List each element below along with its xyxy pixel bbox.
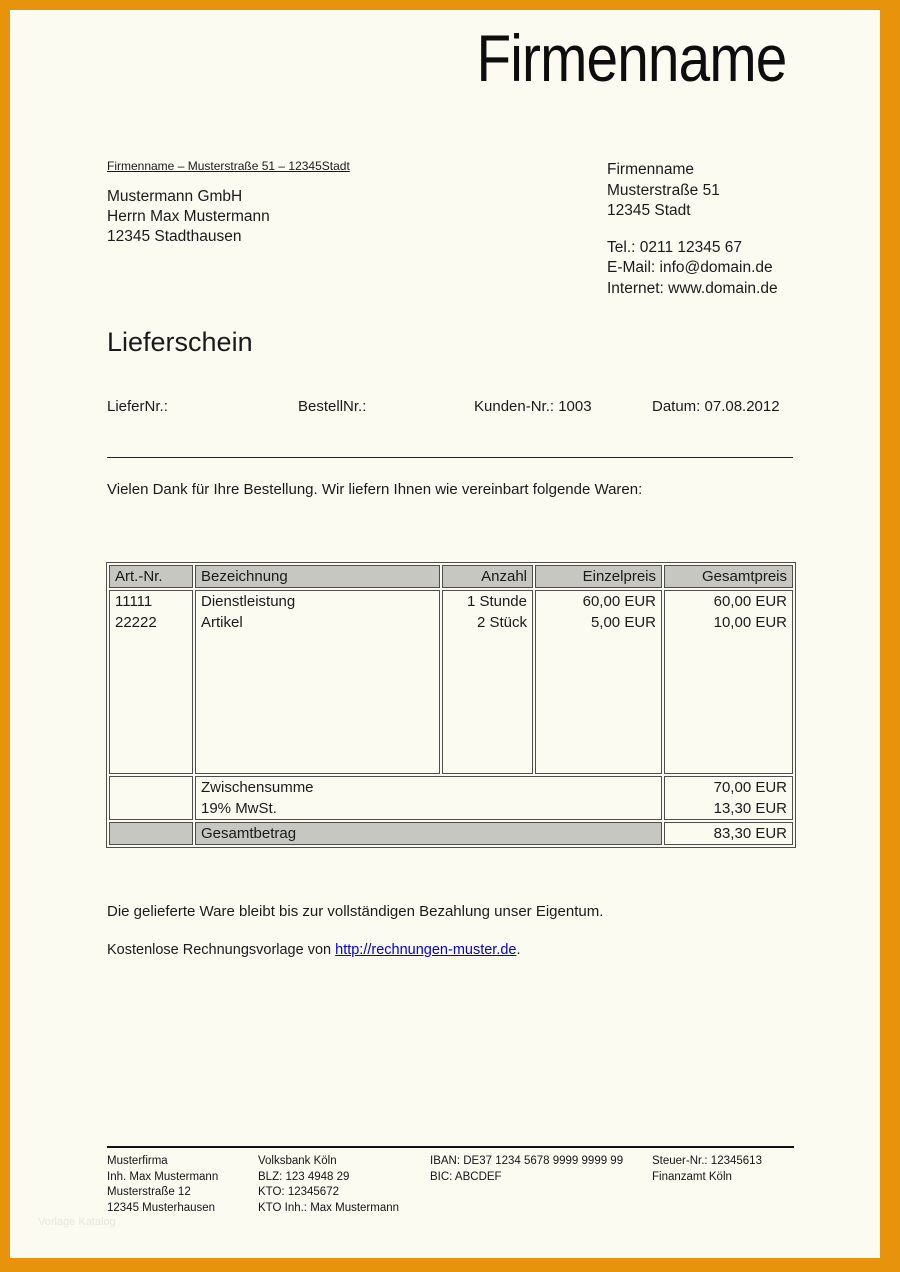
company-website: Internet: www.domain.de <box>607 279 778 297</box>
item-anzahl: 1 Stunde <box>466 593 527 610</box>
cell-empty <box>109 776 193 820</box>
horizontal-divider <box>107 457 793 458</box>
item-gesamtpreis: 10,00 EUR <box>713 614 787 631</box>
item-art-nr: 22222 <box>115 614 157 631</box>
subtotal-row <box>109 776 793 820</box>
footer-line: Musterstraße 12 <box>107 1186 191 1198</box>
spacer <box>607 222 778 238</box>
ref-liefer-nr: LieferNr.: <box>107 398 168 415</box>
footer-line: Inh. Max Mustermann <box>107 1170 219 1183</box>
footer-tax-column <box>652 1154 762 1185</box>
col-header-art-nr: Art.-Nr. <box>109 565 193 588</box>
tax-value: 13,30 EUR <box>713 800 787 817</box>
item-gesamtpreis: 60,00 EUR <box>713 593 787 610</box>
cell-anzahl <box>442 590 533 774</box>
ref-datum: Datum: 07.08.2012 <box>652 398 780 415</box>
cell-empty <box>109 822 193 845</box>
col-header-bezeichnung: Bezeichnung <box>195 565 440 588</box>
col-header-einzelpreis: Einzelpreis <box>535 565 662 588</box>
ref-bestell-nr: BestellNr.: <box>298 398 367 415</box>
item-einzelpreis: 60,00 EUR <box>582 593 656 610</box>
company-logo-title: Firmenname <box>476 21 786 95</box>
cell-subtotal-values <box>664 776 793 820</box>
page-title: Lieferschein <box>107 327 253 357</box>
template-credit-suffix: . <box>516 942 521 958</box>
company-phone: Tel.: 0211 12345 67 <box>607 238 743 256</box>
footer-line: KTO Inh.: Max Mustermann <box>258 1201 400 1214</box>
intro-text: Vielen Dank für Ihre Bestellung. Wir liefern Ihnen wie vereinbart folgende Waren: <box>107 481 643 498</box>
template-credit-prefix: Kostenlose Rechnungsvorlage von <box>107 942 336 958</box>
footer-divider <box>107 1146 794 1148</box>
item-bezeichnung: Dienstleistung <box>201 593 296 610</box>
footer-line: Musterfirma <box>107 1155 168 1167</box>
footer-line: BLZ: 123 4948 29 <box>258 1170 350 1183</box>
company-address-line: Musterstraße 51 <box>607 181 720 199</box>
footer-company-column <box>107 1154 218 1216</box>
item-einzelpreis: 5,00 EUR <box>590 614 656 631</box>
total-label: Gesamtbetrag <box>195 822 662 845</box>
company-address-line: Firmenname <box>607 161 694 178</box>
items-table-container <box>106 562 796 848</box>
company-address-block <box>607 160 778 299</box>
cell-gesamtpreis <box>664 590 793 774</box>
footer-bank-column <box>258 1154 399 1216</box>
footer-line: Volksbank Köln <box>258 1155 337 1167</box>
sender-return-address: Firmenname – Musterstraße 51 – 12345Stadt <box>107 159 350 173</box>
item-anzahl: 2 Stück <box>476 614 527 631</box>
footer-line: 12345 Musterhausen <box>107 1201 216 1214</box>
cell-art-nr <box>109 590 193 774</box>
recipient-line: Mustermann GmbH <box>107 188 243 205</box>
footer-iban-column <box>430 1154 623 1185</box>
watermark-text: Vorlage Katalog <box>38 1216 116 1228</box>
footer-line: Finanzamt Köln <box>652 1170 732 1183</box>
company-email: E-Mail: info@domain.de <box>607 259 773 276</box>
footer-line: KTO: 12345672 <box>258 1186 339 1198</box>
total-value: 83,30 EUR <box>664 822 793 845</box>
total-row <box>109 822 793 845</box>
template-link[interactable]: http://rechnungen-muster.de <box>335 942 517 958</box>
subtotal-value: 70,00 EUR <box>713 779 787 796</box>
col-header-anzahl: Anzahl <box>442 565 533 588</box>
footer-line: IBAN: DE37 1234 5678 9999 9999 99 <box>430 1155 624 1167</box>
item-art-nr: 11111 <box>115 593 153 610</box>
recipient-line: Herrn Max Mustermann <box>107 208 270 225</box>
subtotal-label: Zwischensumme <box>201 779 314 796</box>
item-bezeichnung: Artikel <box>201 614 243 631</box>
ref-kunden-nr: Kunden-Nr.: 1003 <box>474 398 592 415</box>
footer-line: Steuer-Nr.: 12345613 <box>652 1155 762 1167</box>
recipient-address-block <box>107 187 270 247</box>
footer-line: BIC: ABCDEF <box>430 1170 502 1183</box>
cell-bezeichnung <box>195 590 440 774</box>
retention-of-title-note: Die gelieferte Ware bleibt bis zur vollständigen Bezahlung unser Eigentum. <box>107 903 604 920</box>
table-row <box>109 590 793 774</box>
cell-einzelpreis <box>535 590 662 774</box>
recipient-line: 12345 Stadthausen <box>107 228 242 245</box>
items-table-header-row <box>109 565 793 588</box>
col-header-gesamtpreis: Gesamtpreis <box>664 565 793 588</box>
items-table <box>106 562 796 848</box>
template-credit-note <box>107 942 521 958</box>
tax-label: 19% MwSt. <box>201 800 277 817</box>
company-address-line: 12345 Stadt <box>607 202 691 219</box>
cell-subtotal-labels <box>195 776 662 820</box>
